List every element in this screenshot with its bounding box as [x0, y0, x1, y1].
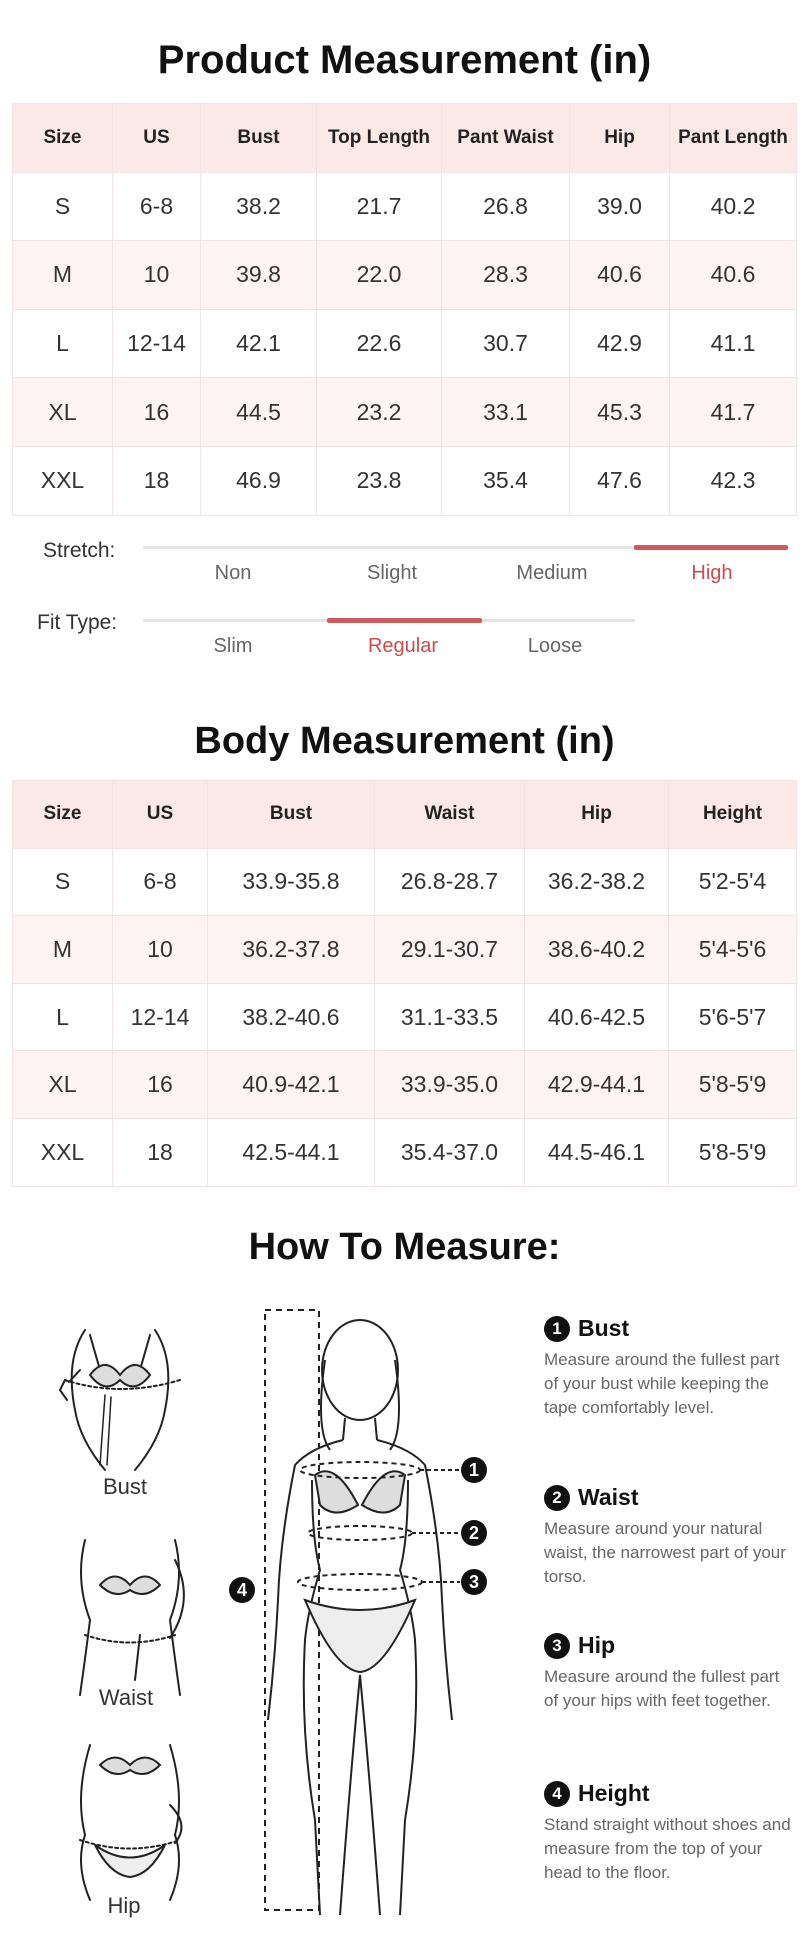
product-measurement-cell: 22.0 [317, 241, 442, 310]
bust-illustration [45, 1300, 195, 1480]
body-measurement-cell: 38.2-40.6 [208, 983, 375, 1051]
body-measurement-cell: 44.5-46.1 [525, 1118, 669, 1186]
body-measurement-cell: 33.9-35.8 [208, 848, 375, 916]
product-measurement-cell: 33.1 [442, 378, 570, 447]
product-measurement-cell: 42.3 [670, 446, 797, 515]
stretch-selected-indicator [634, 545, 788, 550]
body-measurement-cell: 26.8-28.7 [375, 848, 525, 916]
body-measurement-cell: M [13, 916, 113, 984]
fit-type-label: Fit Type: [37, 611, 118, 634]
step-2-text: Measure around your natural waist, the narrowest part of your torso. [544, 1519, 786, 1586]
product-measurement-header-cell: Pant Waist [442, 104, 570, 173]
step-2-number: 2 [544, 1485, 570, 1511]
product-measurement-cell: 23.8 [317, 446, 442, 515]
body-measurement-header-row [13, 781, 797, 849]
body-measurement-header-cell: Hip [525, 781, 669, 849]
body-measurement-header-cell: Bust [208, 781, 375, 849]
fit-option-slim: Slim [213, 635, 253, 657]
product-measurement-header-cell: Top Length [317, 104, 442, 173]
body-measurement-header-cell: Waist [375, 781, 525, 849]
step-hip [544, 1632, 794, 1713]
body-measurement-cell: 12-14 [113, 983, 208, 1051]
step-height [544, 1780, 794, 1885]
marker-4-label: 4 [236, 1580, 248, 1600]
step-2-title: Waist [578, 1484, 639, 1510]
product-measurement-cell: 23.2 [317, 378, 442, 447]
product-measurement-header-cell: Bust [201, 104, 317, 173]
step-3-title: Hip [578, 1632, 616, 1658]
body-measurement-cell: 6-8 [113, 848, 208, 916]
step-3-number: 3 [544, 1633, 570, 1659]
step-3-text: Measure around the fullest part of your hips with feet together. [544, 1667, 780, 1710]
bust-illustration-caption: Bust [102, 1474, 148, 1499]
waist-illustration-caption: Waist [98, 1685, 154, 1710]
body-measurement-cell: 29.1-30.7 [375, 916, 525, 984]
body-measurement-title: Body Measurement (in) [194, 720, 615, 762]
product-measurement-header-row [13, 104, 797, 173]
product-measurement-cell: 47.6 [570, 446, 670, 515]
body-measurement-cell: 5'8-5'9 [669, 1051, 797, 1119]
body-measurement-cell: 38.6-40.2 [525, 916, 669, 984]
product-measurement-cell: S [13, 172, 113, 241]
product-measurement-cell: 41.1 [670, 309, 797, 378]
product-measurement-header-cell: Pant Length [670, 104, 797, 173]
product-measurement-cell: M [13, 241, 113, 310]
marker-1-label: 1 [468, 1460, 480, 1480]
product-measurement-cell: 38.2 [201, 172, 317, 241]
how-to-measure-title: How To Measure: [248, 1226, 561, 1268]
product-measurement-cell: 28.3 [442, 241, 570, 310]
step-1-title: Bust [578, 1315, 630, 1341]
product-measurement-header-cell: Size [13, 104, 113, 173]
step-4-number: 4 [544, 1781, 570, 1807]
product-measurement-cell: 40.6 [570, 241, 670, 310]
body-figure [220, 1300, 500, 1940]
product-measurement-cell: 41.7 [670, 378, 797, 447]
product-measurement-cell: 21.7 [317, 172, 442, 241]
step-4-text: Stand straight without shoes and measure from the top of your head to the floor. [544, 1815, 791, 1882]
body-measurement-cell: 40.9-42.1 [208, 1051, 375, 1119]
product-measurement-cell: 46.9 [201, 446, 317, 515]
product-measurement-header-cell: US [113, 104, 201, 173]
body-measurement-cell: 5'2-5'4 [669, 848, 797, 916]
body-measurement-cell: 36.2-37.8 [208, 916, 375, 984]
body-measurement-cell: 18 [113, 1118, 208, 1186]
body-measurement-cell: L [13, 983, 113, 1051]
body-measurement-cell: 5'4-5'6 [669, 916, 797, 984]
stretch-option-medium: Medium [516, 562, 588, 584]
body-measurement-cell: XL [13, 1051, 113, 1119]
table-row [13, 848, 797, 916]
table-row [13, 309, 797, 378]
product-measurement-cell: 45.3 [570, 378, 670, 447]
product-measurement-cell: 26.8 [442, 172, 570, 241]
product-measurement-cell: 16 [113, 378, 201, 447]
product-measurement-title: Product Measurement (in) [157, 38, 652, 82]
body-measurement-cell: 36.2-38.2 [525, 848, 669, 916]
fit-option-regular: Regular [367, 635, 439, 657]
product-measurement-cell: 35.4 [442, 446, 570, 515]
waist-illustration [55, 1520, 205, 1700]
product-measurement-cell: 12-14 [113, 309, 201, 378]
product-measurement-cell: 44.5 [201, 378, 317, 447]
stretch-option-non: Non [214, 562, 252, 584]
table-row [13, 1051, 797, 1119]
fit-type-selected-indicator [327, 618, 482, 623]
body-measurement-table [12, 780, 797, 1187]
product-measurement-cell: 42.9 [570, 309, 670, 378]
stretch-label: Stretch: [43, 539, 116, 562]
body-measurement-cell: 5'6-5'7 [669, 983, 797, 1051]
product-measurement-cell: 40.6 [670, 241, 797, 310]
table-row [13, 378, 797, 447]
product-measurement-cell: XXL [13, 446, 113, 515]
body-measurement-cell: 33.9-35.0 [375, 1051, 525, 1119]
product-measurement-cell: 18 [113, 446, 201, 515]
body-measurement-cell: XXL [13, 1118, 113, 1186]
product-measurement-cell: 10 [113, 241, 201, 310]
body-measurement-cell: 35.4-37.0 [375, 1118, 525, 1186]
body-measurement-header-cell: US [113, 781, 208, 849]
marker-2-label: 2 [468, 1523, 480, 1543]
body-measurement-cell: 10 [113, 916, 208, 984]
stretch-option-high: High [691, 562, 733, 584]
table-row [13, 241, 797, 310]
body-measurement-cell: 16 [113, 1051, 208, 1119]
product-measurement-cell: 39.8 [201, 241, 317, 310]
marker-3-label: 3 [468, 1572, 480, 1592]
product-measurement-cell: 30.7 [442, 309, 570, 378]
step-4-title: Height [578, 1780, 650, 1806]
step-1-text: Measure around the fullest part of your bust while keeping the tape comfortably level. [544, 1350, 780, 1417]
hip-illustration [55, 1725, 205, 1905]
hip-illustration-caption: Hip [107, 1893, 141, 1918]
product-measurement-cell: L [13, 309, 113, 378]
body-measurement-cell: 42.5-44.1 [208, 1118, 375, 1186]
body-measurement-cell: 31.1-33.5 [375, 983, 525, 1051]
step-waist [544, 1484, 794, 1589]
product-measurement-cell: 40.2 [670, 172, 797, 241]
product-measurement-header-cell: Hip [570, 104, 670, 173]
table-row [13, 172, 797, 241]
body-measurement-header-cell: Size [13, 781, 113, 849]
product-measurement-cell: 42.1 [201, 309, 317, 378]
stretch-option-slight: Slight [366, 562, 418, 584]
body-measurement-cell: 40.6-42.5 [525, 983, 669, 1051]
step-bust [544, 1315, 794, 1420]
product-measurement-cell: 6-8 [113, 172, 201, 241]
body-measurement-cell: 5'8-5'9 [669, 1118, 797, 1186]
product-measurement-cell: 22.6 [317, 309, 442, 378]
body-measurement-header-cell: Height [669, 781, 797, 849]
product-measurement-cell: 39.0 [570, 172, 670, 241]
body-measurement-cell: S [13, 848, 113, 916]
body-measurement-cell: 42.9-44.1 [525, 1051, 669, 1119]
table-row [13, 1118, 797, 1186]
table-row [13, 446, 797, 515]
step-1-number: 1 [544, 1316, 570, 1342]
product-measurement-cell: XL [13, 378, 113, 447]
table-row [13, 983, 797, 1051]
fit-option-loose: Loose [527, 635, 583, 657]
product-measurement-table [12, 103, 797, 516]
table-row [13, 916, 797, 984]
